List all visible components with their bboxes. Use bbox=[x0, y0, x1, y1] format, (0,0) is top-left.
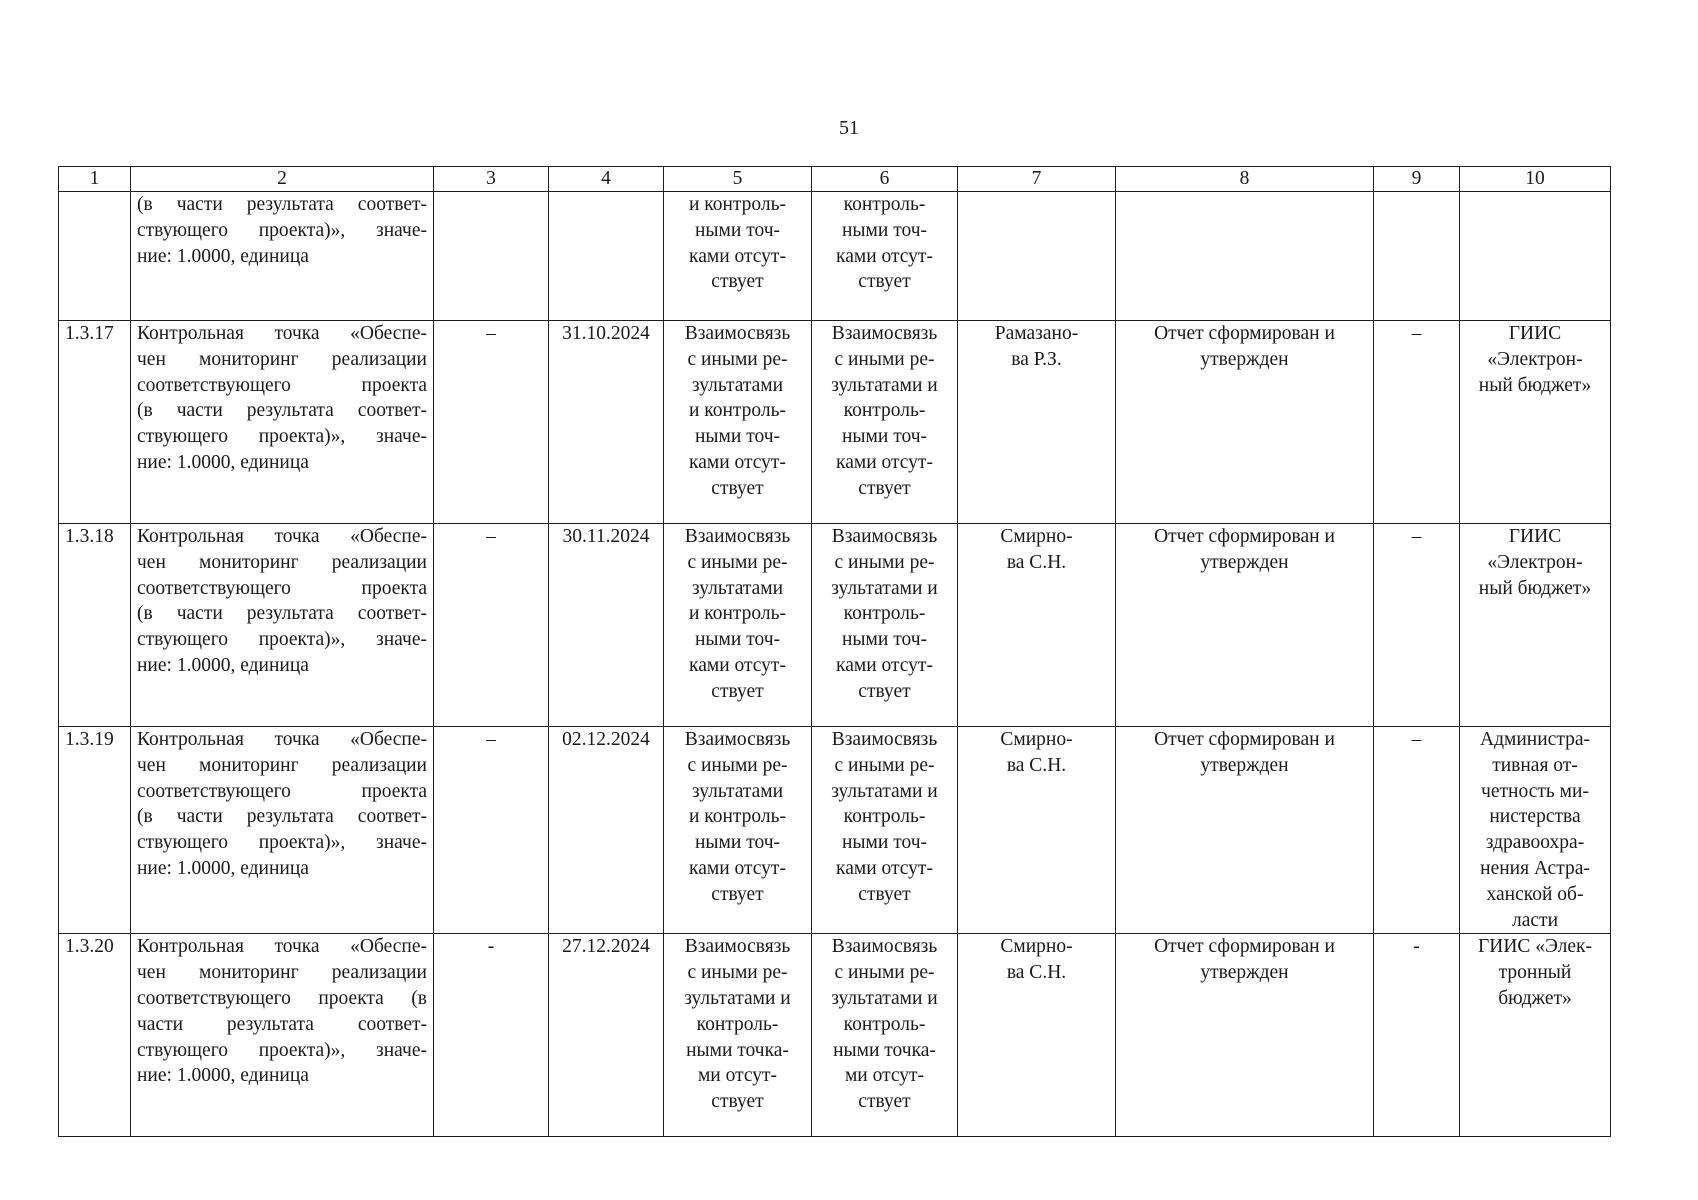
system-cell bbox=[1460, 524, 1611, 727]
cell-text-line: ствует bbox=[858, 271, 911, 293]
row-number-cell: 1.3.19 bbox=[59, 727, 131, 934]
system-cell bbox=[1460, 192, 1611, 321]
cell-text-line: зультатами bbox=[691, 577, 784, 599]
date-cell: 27.12.2024 bbox=[549, 934, 664, 1137]
cell-text-line: ласти bbox=[1512, 909, 1558, 931]
cell-text-line: ствует bbox=[711, 1091, 764, 1113]
cell-text-line: Контрольная точка «Обеспе- bbox=[137, 936, 427, 958]
description-cell bbox=[131, 321, 434, 524]
cell-text-line: ствующего проекта)», значе- bbox=[137, 832, 427, 854]
row-number-cell: 1.3.17 bbox=[59, 321, 131, 524]
cell-text-line: ками отсут- bbox=[689, 654, 786, 676]
cell-text-line: с иными ре- bbox=[687, 551, 788, 573]
column-header: 4 bbox=[549, 167, 664, 192]
cell-text-line: Отчет сформирован и bbox=[1154, 323, 1335, 344]
responsible-cell bbox=[958, 524, 1116, 727]
cell-text-line: ками отсут- bbox=[689, 857, 786, 879]
cell-text-line: с иными ре- bbox=[834, 348, 935, 370]
cell-text-line: ствует bbox=[858, 883, 911, 905]
cell-text-line: здравоохра- bbox=[1485, 832, 1585, 854]
cell-text-line: утвержден bbox=[1200, 754, 1289, 776]
predecessor-cell: – bbox=[434, 727, 549, 934]
system-cell bbox=[1460, 727, 1611, 934]
cell-text-line: нистерства bbox=[1489, 806, 1581, 828]
cell-text-line: ГИИС bbox=[1508, 526, 1562, 547]
cell-text-line: ный бюджет» bbox=[1478, 577, 1592, 599]
cell-text-line: ными точ- bbox=[842, 219, 927, 241]
cell-text-line: Смирно- bbox=[1000, 526, 1073, 547]
cell-text-line: ками отсут- bbox=[836, 451, 933, 473]
cell-text-line: Контрольная точка «Обеспе- bbox=[137, 323, 427, 344]
cell-text-line: чен мониторинг реализации bbox=[137, 348, 427, 370]
col9-cell bbox=[1374, 192, 1460, 321]
cell-text-line: контроль- bbox=[843, 603, 926, 625]
relations-cell bbox=[664, 321, 812, 524]
cell-text-line: контроль- bbox=[843, 194, 926, 215]
cell-text-line: ными точка- bbox=[833, 1039, 936, 1061]
cell-text-line: ками отсут- bbox=[689, 245, 786, 267]
cell-text-line: зультатами и bbox=[831, 374, 938, 396]
predecessor-cell: – bbox=[434, 321, 549, 524]
cell-text-line: ными точ- bbox=[695, 219, 780, 241]
cell-text-line: ными точ- bbox=[842, 426, 927, 448]
cell-text-line: с иными ре- bbox=[834, 962, 935, 984]
relations-cell bbox=[664, 727, 812, 934]
cell-text-line: с иными ре- bbox=[834, 754, 935, 776]
cell-text-line: ными точ- bbox=[842, 832, 927, 854]
continuation-row bbox=[59, 192, 1611, 321]
column-header: 7 bbox=[958, 167, 1116, 192]
system-cell bbox=[1460, 934, 1611, 1137]
row-number-cell: 1.3.18 bbox=[59, 524, 131, 727]
cell-text-line: зультатами и bbox=[831, 987, 938, 1009]
cell-text-line: части результата соответ- bbox=[137, 1013, 427, 1035]
cell-text-line: соответствующего проекта bbox=[137, 780, 427, 802]
cell-text-line: ствует bbox=[711, 477, 764, 499]
cell-text-line: ствует bbox=[711, 883, 764, 905]
cell-text-line: ГИИС bbox=[1508, 323, 1562, 344]
table-row bbox=[59, 934, 1611, 1137]
date-cell: 30.11.2024 bbox=[549, 524, 664, 727]
cell-text-line: и контроль- bbox=[688, 194, 787, 215]
cell-text-line: и контроль- bbox=[688, 806, 787, 828]
col9-cell: – bbox=[1374, 727, 1460, 934]
description-cell bbox=[131, 727, 434, 934]
col9-cell: – bbox=[1374, 321, 1460, 524]
cell-text-line: ва С.Н. bbox=[1006, 551, 1067, 573]
cell-text-line: ными точ- bbox=[842, 629, 927, 651]
relations-cell bbox=[812, 524, 958, 727]
relations-cell bbox=[664, 524, 812, 727]
result-cell bbox=[1116, 192, 1374, 321]
description-cell bbox=[131, 524, 434, 727]
cell-text-line: ми отсут- bbox=[844, 1065, 925, 1087]
cell-text-line: Взаимосвязь bbox=[831, 729, 938, 750]
table-row bbox=[59, 727, 1611, 934]
cell-text-line: ствующего проекта)», значе- bbox=[137, 219, 427, 241]
col9-cell: - bbox=[1374, 934, 1460, 1137]
cell-text-line: ние: 1.0000, единица bbox=[137, 451, 309, 473]
cell-text-line: четность ми- bbox=[1481, 780, 1589, 802]
cell-text-line: Отчет сформирован и bbox=[1154, 526, 1335, 547]
column-header: 2 bbox=[131, 167, 434, 192]
cell-text-line: ми отсут- bbox=[697, 1065, 778, 1087]
header-row bbox=[59, 167, 1611, 192]
cell-text-line: чен мониторинг реализации bbox=[137, 754, 427, 776]
cell-text-line: тивная от- bbox=[1492, 754, 1578, 776]
cell-text-line: с иными ре- bbox=[687, 962, 788, 984]
cell-text-line: ный бюджет» bbox=[1478, 374, 1592, 396]
cell-text-line: Взаимосвязь bbox=[831, 323, 938, 344]
cell-text-line: Взаимосвязь bbox=[684, 526, 791, 547]
relations-cell bbox=[812, 934, 958, 1137]
row-number-cell: 1.3.20 bbox=[59, 934, 131, 1137]
result-cell bbox=[1116, 934, 1374, 1137]
cell-text-line: ствует bbox=[858, 1091, 911, 1113]
predecessor-cell: - bbox=[434, 934, 549, 1137]
column-header: 10 bbox=[1460, 167, 1611, 192]
cell-text-line: Смирно- bbox=[1000, 936, 1073, 958]
date-cell: 31.10.2024 bbox=[549, 321, 664, 524]
cell-text-line: и контроль- bbox=[688, 400, 787, 422]
description-cell bbox=[131, 192, 434, 321]
responsible-cell bbox=[958, 934, 1116, 1137]
cell-text-line: с иными ре- bbox=[834, 551, 935, 573]
cell-text-line: утвержден bbox=[1200, 962, 1289, 984]
predecessor-cell: – bbox=[434, 524, 549, 727]
cell-text-line: нения Астра- bbox=[1480, 857, 1590, 879]
cell-text-line: ствует bbox=[711, 271, 764, 293]
cell-text-line: ствует bbox=[711, 680, 764, 702]
relations-cell bbox=[812, 321, 958, 524]
cell-text-line: зультатами bbox=[691, 780, 784, 802]
cell-text-line: чен мониторинг реализации bbox=[137, 962, 427, 984]
cell-text-line: «Электрон- bbox=[1487, 551, 1583, 573]
cell-text-line: (в части результата соответ- bbox=[137, 400, 427, 422]
cell-text-line: ГИИС «Элек- bbox=[1477, 936, 1593, 958]
cell-text-line: ными точ- bbox=[695, 832, 780, 854]
result-cell bbox=[1116, 727, 1374, 934]
description-cell bbox=[131, 934, 434, 1137]
control-points-table bbox=[58, 166, 1611, 1137]
cell-text-line: (в части результата соответ- bbox=[137, 603, 427, 625]
cell-text-line: бюджет» bbox=[1498, 987, 1572, 1009]
cell-text-line: ствующего проекта)», значе- bbox=[137, 1039, 427, 1061]
cell-text-line: утвержден bbox=[1200, 348, 1289, 370]
cell-text-line: зультатами и bbox=[831, 780, 938, 802]
cell-text-line: соответствующего проекта bbox=[137, 577, 427, 599]
date-cell: 02.12.2024 bbox=[549, 727, 664, 934]
relations-cell bbox=[664, 934, 812, 1137]
cell-text-line: Смирно- bbox=[1000, 729, 1073, 750]
table-row bbox=[59, 524, 1611, 727]
cell-text-line: Контрольная точка «Обеспе- bbox=[137, 729, 427, 750]
cell-text-line: ками отсут- bbox=[836, 245, 933, 267]
system-cell bbox=[1460, 321, 1611, 524]
column-header: 1 bbox=[59, 167, 131, 192]
column-header: 8 bbox=[1116, 167, 1374, 192]
cell-text-line: контроль- bbox=[696, 1013, 779, 1035]
cell-text-line: ханской об- bbox=[1486, 883, 1584, 905]
cell-text-line: ками отсут- bbox=[836, 654, 933, 676]
responsible-cell bbox=[958, 192, 1116, 321]
cell-text-line: ствующего проекта)», значе- bbox=[137, 629, 427, 651]
row-number-cell bbox=[59, 192, 131, 321]
cell-text-line: соответствующего проекта bbox=[137, 374, 427, 396]
result-cell bbox=[1116, 524, 1374, 727]
result-cell bbox=[1116, 321, 1374, 524]
responsible-cell bbox=[958, 321, 1116, 524]
cell-text-line: ками отсут- bbox=[836, 857, 933, 879]
responsible-cell bbox=[958, 727, 1116, 934]
cell-text-line: ствующего проекта)», значе- bbox=[137, 426, 427, 448]
cell-text-line: контроль- bbox=[843, 806, 926, 828]
cell-text-line: контроль- bbox=[843, 1013, 926, 1035]
column-header: 9 bbox=[1374, 167, 1460, 192]
cell-text-line: соответствующего проекта (в bbox=[137, 987, 427, 1009]
cell-text-line: Рамазано- bbox=[994, 323, 1079, 344]
cell-text-line: ными точка- bbox=[686, 1039, 789, 1061]
cell-text-line: ва С.Н. bbox=[1006, 962, 1067, 984]
cell-text-line: зультатами bbox=[691, 374, 784, 396]
cell-text-line: Взаимосвязь bbox=[684, 729, 791, 750]
cell-text-line: с иными ре- bbox=[687, 348, 788, 370]
cell-text-line: Отчет сформирован и bbox=[1154, 936, 1335, 958]
cell-text-line: с иными ре- bbox=[687, 754, 788, 776]
cell-text-line: и контроль- bbox=[688, 603, 787, 625]
cell-text-line: Взаимосвязь bbox=[831, 936, 938, 958]
cell-text-line: ние: 1.0000, единица bbox=[137, 1065, 309, 1087]
cell-text-line: Взаимосвязь bbox=[684, 323, 791, 344]
cell-text-line: ние: 1.0000, единица bbox=[137, 245, 309, 267]
cell-text-line: ствует bbox=[858, 680, 911, 702]
cell-text-line: ствует bbox=[858, 477, 911, 499]
table-row bbox=[59, 321, 1611, 524]
cell-text-line: (в части результата соответ- bbox=[137, 194, 427, 215]
cell-text-line: (в части результата соответ- bbox=[137, 806, 427, 828]
cell-text-line: Взаимосвязь bbox=[684, 936, 791, 958]
cell-text-line: чен мониторинг реализации bbox=[137, 551, 427, 573]
column-header: 6 bbox=[812, 167, 958, 192]
cell-text-line: тронный bbox=[1498, 962, 1572, 984]
cell-text-line: Отчет сформирован и bbox=[1154, 729, 1335, 750]
col9-cell: – bbox=[1374, 524, 1460, 727]
relations-cell bbox=[812, 727, 958, 934]
cell-text-line: контроль- bbox=[843, 400, 926, 422]
page-number: 51 bbox=[839, 117, 859, 139]
predecessor-cell bbox=[434, 192, 549, 321]
cell-text-line: «Электрон- bbox=[1487, 348, 1583, 370]
cell-text-line: ние: 1.0000, единица bbox=[137, 654, 309, 676]
date-cell bbox=[549, 192, 664, 321]
cell-text-line: ва Р.З. bbox=[1011, 348, 1062, 370]
cell-text-line: ние: 1.0000, единица bbox=[137, 857, 309, 879]
cell-text-line: ками отсут- bbox=[689, 451, 786, 473]
relations-cell bbox=[812, 192, 958, 321]
cell-text-line: зультатами и bbox=[684, 987, 791, 1009]
cell-text-line: Контрольная точка «Обеспе- bbox=[137, 526, 427, 547]
cell-text-line: ными точ- bbox=[695, 426, 780, 448]
cell-text-line: Администра- bbox=[1480, 729, 1590, 750]
cell-text-line: ва С.Н. bbox=[1006, 754, 1067, 776]
cell-text-line: Взаимосвязь bbox=[831, 526, 938, 547]
column-header: 3 bbox=[434, 167, 549, 192]
cell-text-line: утвержден bbox=[1200, 551, 1289, 573]
cell-text-line: зультатами и bbox=[831, 577, 938, 599]
relations-cell bbox=[664, 192, 812, 321]
cell-text-line: ными точ- bbox=[695, 629, 780, 651]
column-header: 5 bbox=[664, 167, 812, 192]
